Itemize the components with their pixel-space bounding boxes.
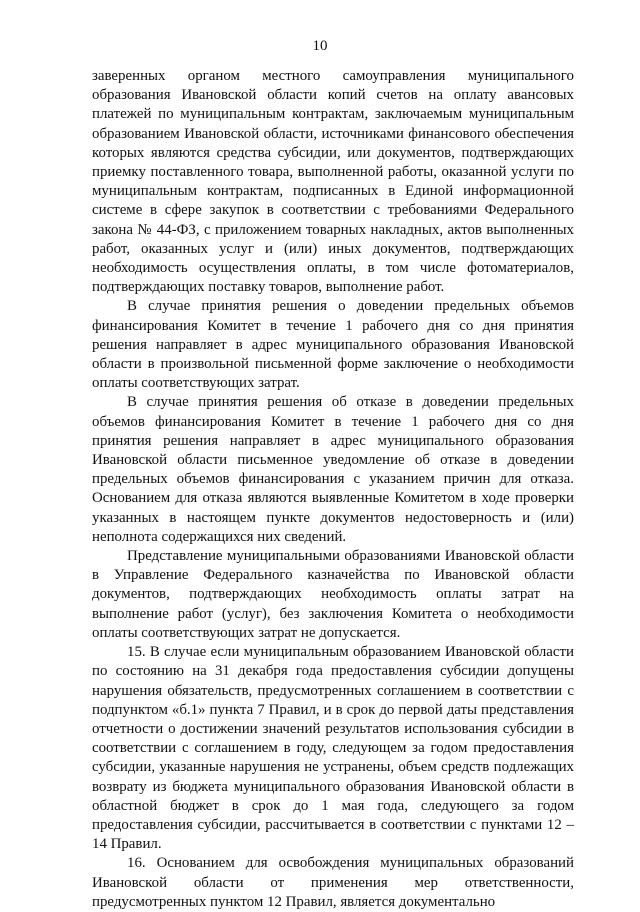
paragraph-treasury-submission: Представление муниципальными образованиями Ивановской области в Управление Федерального казначейства по Ивановской области документов, подтверждающих необходимость оплаты затрат на выполнение работ (услуг), без заключения Комитета о необходимости оплаты соответствующих затрат не допускается. [92,548,574,641]
paragraph-approval-decision: В случае принятия решения о доведении предельных объемов финансирования Комитет в течение 1 рабочего дня со дня принятия решения направляет в адрес муниципального образования Ивановской области в произвольной письменной форме заключение о необходимости оплаты соответствующих затрат. [92,298,574,392]
body-text [92,67,574,912]
paragraph-clause-15: 15. В случае если муниципальным образованием Ивановской области по состоянию на 31 декабря года предоставления субсидии допущены нарушения обязательств, предусмотренных соглашением в соответствии с подпунктом «б.1» пункта 7 Правил, и в срок до первой даты представления отчетности о достижении значений результатов использования субсидии в соответствии с соглашением в году, следующем за годом предоставления субсидии, указанные нарушения не устранены, объем средств подлежащих возврату из бюджета муниципального образования Ивановской области в областной бюджет в срок до 1 мая года, следующего за годом предоставления субсидии, рассчитывается в соответствии с пунктами 12 – 14 Правил. [92,644,574,853]
paragraph-refusal-decision: В случае принятия решения об отказе в доведении предельных объемов финансирования Комитет в течение 1 рабочего дня со дня принятия решения направляет в адрес муниципального образования Ивановской области письменное уведомление об отказе в доведении предельных объемов финансирования с указанием причин для отказа. Основанием для отказа являются выявленные Комитетом в ходе проверки указанных в настоящем пункте документов недостоверность и (или) неполнота содержащихся них сведений. [92,394,574,545]
page-number: 10 [312,38,328,54]
paragraph-continuation: заверенных органом местного самоуправления муниципального образования Ивановской области копий счетов на оплату авансовых платежей по муниципальным контрактам, заключаемым муниципальным образованием Ивановской области, источниками финансового обеспечения которых являются средства субсидии, или документов, подтверждающих приемку поставленного товара, выполненной работы, оказанной услуги по муниципальным контрактам, подписанных в Единой информационной системе в сфере закупок в соответствии с требованиями Федерального закона № 44-ФЗ, с приложением товарных накладных, актов выполненных работ, оказанных услуг и (или) иных документов, подтверждающих необходимость осуществления оплаты, в том числе фотоматериалов, подтверждающих поставку товаров, выполнение работ. [92,68,574,296]
paragraph-clause-16: 16. Основанием для освобождения муниципальных образований Ивановской области от применения мер ответственности, предусмотренных пунктом 12 Правил, является документально [92,855,574,910]
